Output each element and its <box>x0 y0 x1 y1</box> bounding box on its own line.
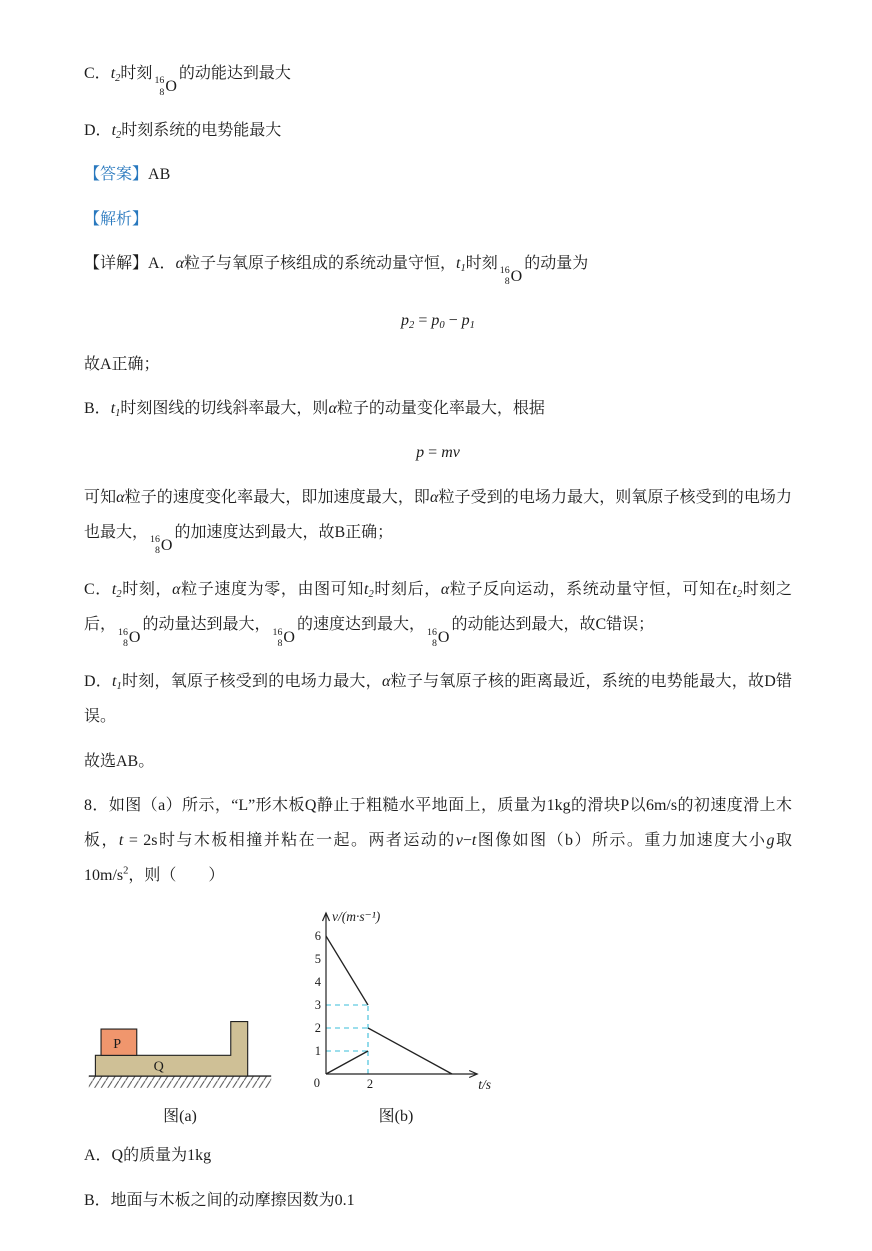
figure-a <box>86 946 274 1126</box>
vt-graph-svg <box>296 902 496 1098</box>
q7-detail-b-lead: B．$t_1$时刻图线的切线斜率最大，则α粒子的动量变化率最大，根据 <box>84 400 545 420</box>
analysis-label: 【解析】 <box>84 210 149 228</box>
q7-final-choice: 故选AB。 <box>84 752 155 770</box>
q7-detail-c: C．$t_2$时刻，α粒子速度为零，由图可知$t_2$时刻后，α粒子反向运动，系统动量守恒，可知在$t_2$时刻之后， 16 8 O 的动量达到最大， 16 8 O 的速度达到最大， 16 8 O 的动能达到最大，故C错误； <box>84 572 792 655</box>
isotope-notation: 16 8 O <box>499 265 523 288</box>
y-tick-label: 1 <box>314 1044 321 1059</box>
isotope-notation: 16 8 O <box>118 626 141 649</box>
y-axis-label: v/(m·s⁻¹) <box>332 909 381 925</box>
q7-detail-a: 【详解】A．α粒子与氧原子核组成的系统动量守恒，$t_1$时刻 16 8 O 的动量为 <box>84 246 792 294</box>
q7-detail-b-rest: 可知α粒子的速度变化率最大，即加速度最大，即α粒子受到的电场力最大，则氧原子核受到的电场力也最大， 16 8 O 的加速度达到最大，故B正确； <box>84 480 792 563</box>
figure-b-caption: 图(b) <box>378 1108 414 1126</box>
origin-label: 0 <box>313 1076 320 1091</box>
y-tick-label: 6 <box>314 929 321 944</box>
answer-label: 【答案】 <box>84 166 149 184</box>
y-tick-label: 2 <box>314 1021 321 1036</box>
x-tick-label: 2 <box>366 1077 374 1092</box>
q7-detail-d: D．$t_1$时刻，氧原子核受到的电场力最大，α粒子与氧原子核的距离最近，系统的电势能最大，故D错误。 <box>84 673 792 726</box>
x-axis-label: t/s <box>478 1077 491 1093</box>
block-p-label: P <box>113 1036 122 1053</box>
ground-hatch <box>89 1077 271 1088</box>
series-Q-before-collision <box>326 1051 368 1074</box>
q7-analysis-line <box>84 202 792 237</box>
q8-figures <box>86 902 792 1126</box>
q7-option-c: C．$t_2$时刻 16 8 O 的动能达到最大 <box>84 56 792 104</box>
q7-answer-line <box>84 157 792 192</box>
isotope-notation: 16 8 O <box>426 626 450 649</box>
q7-conclusion-a: 故A正确； <box>84 356 160 374</box>
series-P-before-collision <box>326 936 368 1005</box>
q7-formula-momentum: $p_2 = p_0 - p_1$ <box>401 311 475 331</box>
figure-b <box>296 902 496 1126</box>
isotope-notation: 16 8 O <box>272 626 295 649</box>
q7-option-d: D．$t_2$时刻系统的电势能最大 <box>84 122 282 142</box>
q8-stem: 8．如图（a）所示，“L”形木板Q静止于粗糙水平地面上，质量为1kg的滑块P以6m/s的初速度滑上木板，t = 2s时与木板相撞并粘在一起。两者运动的v−t图像如图（b）所示。重力加速度大小g取$10m/s^2$，则（ ） <box>84 796 792 885</box>
q8-option-a: A．Q的质量为1kg <box>84 1147 212 1165</box>
isotope-notation: 16 8 O <box>150 534 173 557</box>
isotope-notation: 16 8 O <box>154 75 177 98</box>
y-tick-label: 4 <box>314 975 321 990</box>
figure-a-caption: 图(a) <box>163 1108 197 1126</box>
answer-value: AB <box>148 166 171 184</box>
figure-a-svg <box>86 946 274 1098</box>
y-tick-label: 5 <box>314 952 321 967</box>
q8-option-b: B．地面与木板之间的动摩擦因数为0.1 <box>84 1191 355 1209</box>
y-tick-label: 3 <box>314 998 321 1013</box>
board-q-label: Q <box>153 1058 164 1075</box>
q7-formula-p-mv: p = mv <box>416 444 460 462</box>
series-PQ-after-collision <box>368 1028 452 1074</box>
